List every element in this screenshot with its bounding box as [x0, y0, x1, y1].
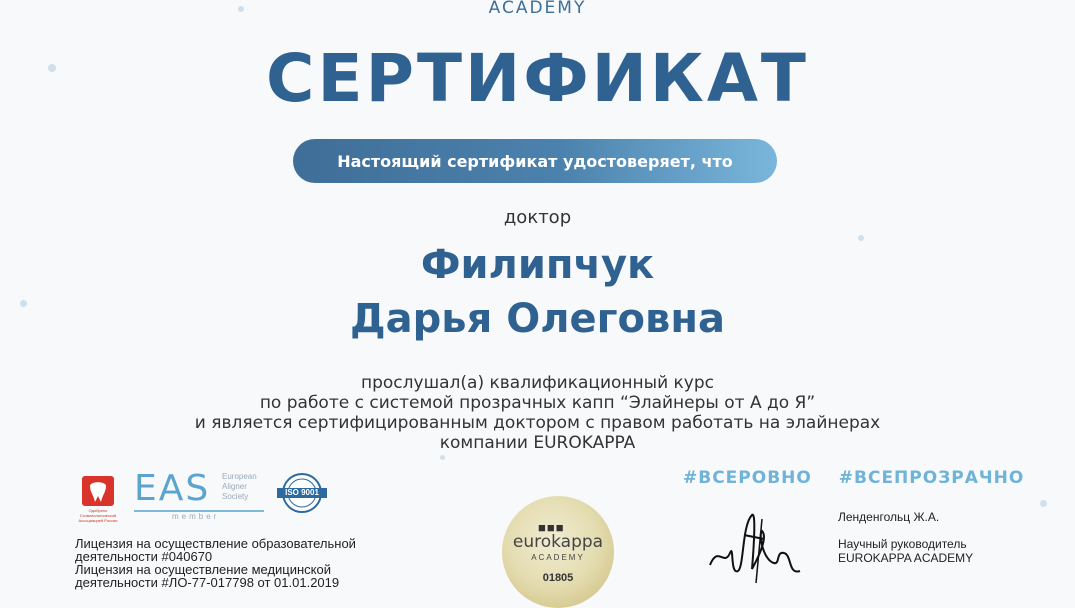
academy-heading: ACADEMY: [488, 0, 587, 18]
course-line: компании EUROKAPPA: [439, 433, 636, 453]
signature-image: [704, 505, 814, 585]
decorative-dot: [1040, 500, 1047, 507]
hashtag-vseprozrachno: #ВСЕПРОЗРАЧНО: [838, 468, 1025, 488]
license-line: Лицензия на осуществление медицинской: [75, 562, 332, 577]
decorative-dot: [858, 235, 864, 241]
dental-association-icon: [80, 474, 116, 508]
iso-label: ISO 9001: [285, 488, 319, 497]
license-line: Лицензия на осуществление образовательной: [75, 536, 356, 551]
recipient-surname: Филипчук: [420, 242, 655, 288]
certificate-title: СЕРТИФИКАТ: [266, 40, 809, 117]
hashtag-vserovno: #ВСЕРОВНО: [683, 468, 812, 488]
eurokappa-seal: [502, 496, 614, 608]
eas-subtitle-line: European: [222, 472, 257, 481]
eas-subtitle-line: Society: [222, 492, 249, 501]
eas-logo: [134, 468, 266, 520]
eas-wordmark: EAS: [134, 468, 211, 509]
seal-brand: eurokappa: [512, 532, 604, 552]
course-description: [0, 373, 1075, 453]
seal-marks: ■■■: [538, 520, 565, 535]
eas-member-label: member: [172, 512, 220, 521]
recipient-given-names: Дарья Олеговна: [350, 296, 725, 342]
signatory-role-line: EUROKAPPA ACADEMY: [838, 551, 974, 565]
certificate-number: 01805: [542, 572, 574, 584]
license-info: [75, 537, 405, 589]
license-line: деятельности #ЛО-77-017798 от 01.01.2019: [75, 575, 340, 590]
recipient-label: доктор: [503, 207, 572, 228]
certifies-banner: Настоящий сертификат удостоверяет, что: [293, 139, 777, 183]
decorative-dot: [440, 455, 445, 460]
signatory-name: Ленденгольц Ж.А.: [838, 510, 940, 524]
hashtags: [683, 468, 1024, 488]
signatory-role: [838, 537, 973, 565]
license-line: деятельности #040670: [75, 549, 213, 564]
course-line: и является сертифицированным доктором с правом работать на элайнерах: [194, 413, 881, 433]
dental-association-logo: [78, 474, 118, 523]
dental-association-caption: Одобрено Стоматологической Ассоциацией России: [78, 508, 118, 523]
iso-badge: [273, 472, 331, 514]
course-line: по работе с системой прозрачных капп “Элайнеры от А до Я”: [259, 393, 816, 413]
eas-subtitle-line: Aligner: [222, 482, 247, 491]
seal-academy: ACADEMY: [531, 553, 585, 562]
course-line: прослушал(а) квалификационный курс: [361, 373, 714, 393]
signatory-role-line: Научный руководитель: [838, 537, 967, 551]
eas-subtitle: [222, 472, 257, 502]
